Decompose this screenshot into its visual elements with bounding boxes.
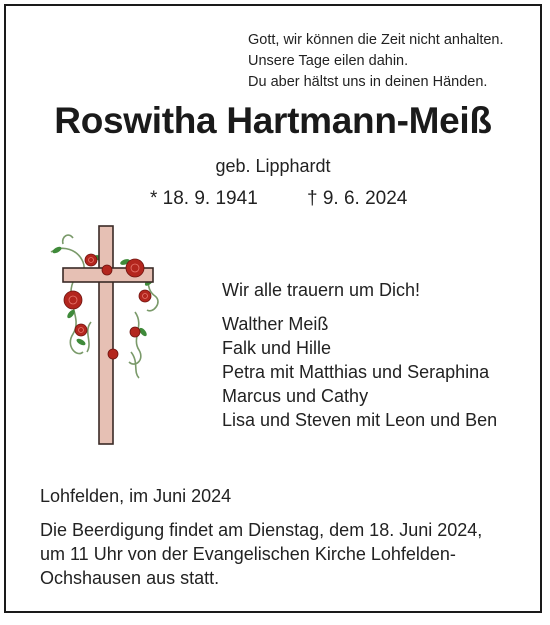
mourner-name: Falk und Hille <box>222 338 332 358</box>
mourner-name: Lisa und Steven mit Leon und Ben <box>222 410 498 430</box>
cross-shape <box>63 226 153 444</box>
verse <box>248 30 504 93</box>
mourner-name: Walther Meiß <box>222 314 329 334</box>
place-date: Lohfelden, im Juni 2024 <box>40 486 232 506</box>
funeral-line: Die Beerdigung findet am Dienstag, dem 18. Juni 2024, <box>40 520 483 540</box>
funeral-line: Ochshausen aus statt. <box>40 568 220 588</box>
verse-line: Du aber hältst uns in deinen Händen. <box>248 74 488 90</box>
obituary-card <box>4 4 542 613</box>
birth-date: * 18. 9. 1941 <box>150 188 258 209</box>
verse-line: Gott, wir können die Zeit nicht anhalten. <box>248 32 504 48</box>
cross-with-roses-icon <box>43 222 173 448</box>
funeral-notice <box>40 518 482 590</box>
death-date: † 9. 6. 2024 <box>307 188 408 209</box>
mourner-name: Marcus und Cathy <box>222 386 369 406</box>
mourners-block <box>222 278 497 432</box>
verse-line: Unsere Tage eilen dahin. <box>248 53 409 69</box>
mourners-heading: Wir alle trauern um Dich! <box>222 280 421 300</box>
deceased-name: Roswitha Hartmann-Meiß <box>54 100 492 141</box>
funeral-line: um 11 Uhr von der Evangelischen Kirche Lohfelden- <box>40 544 456 564</box>
birth-name: geb. Lipphardt <box>215 156 331 176</box>
mourner-name: Petra mit Matthias und Seraphina <box>222 362 490 382</box>
